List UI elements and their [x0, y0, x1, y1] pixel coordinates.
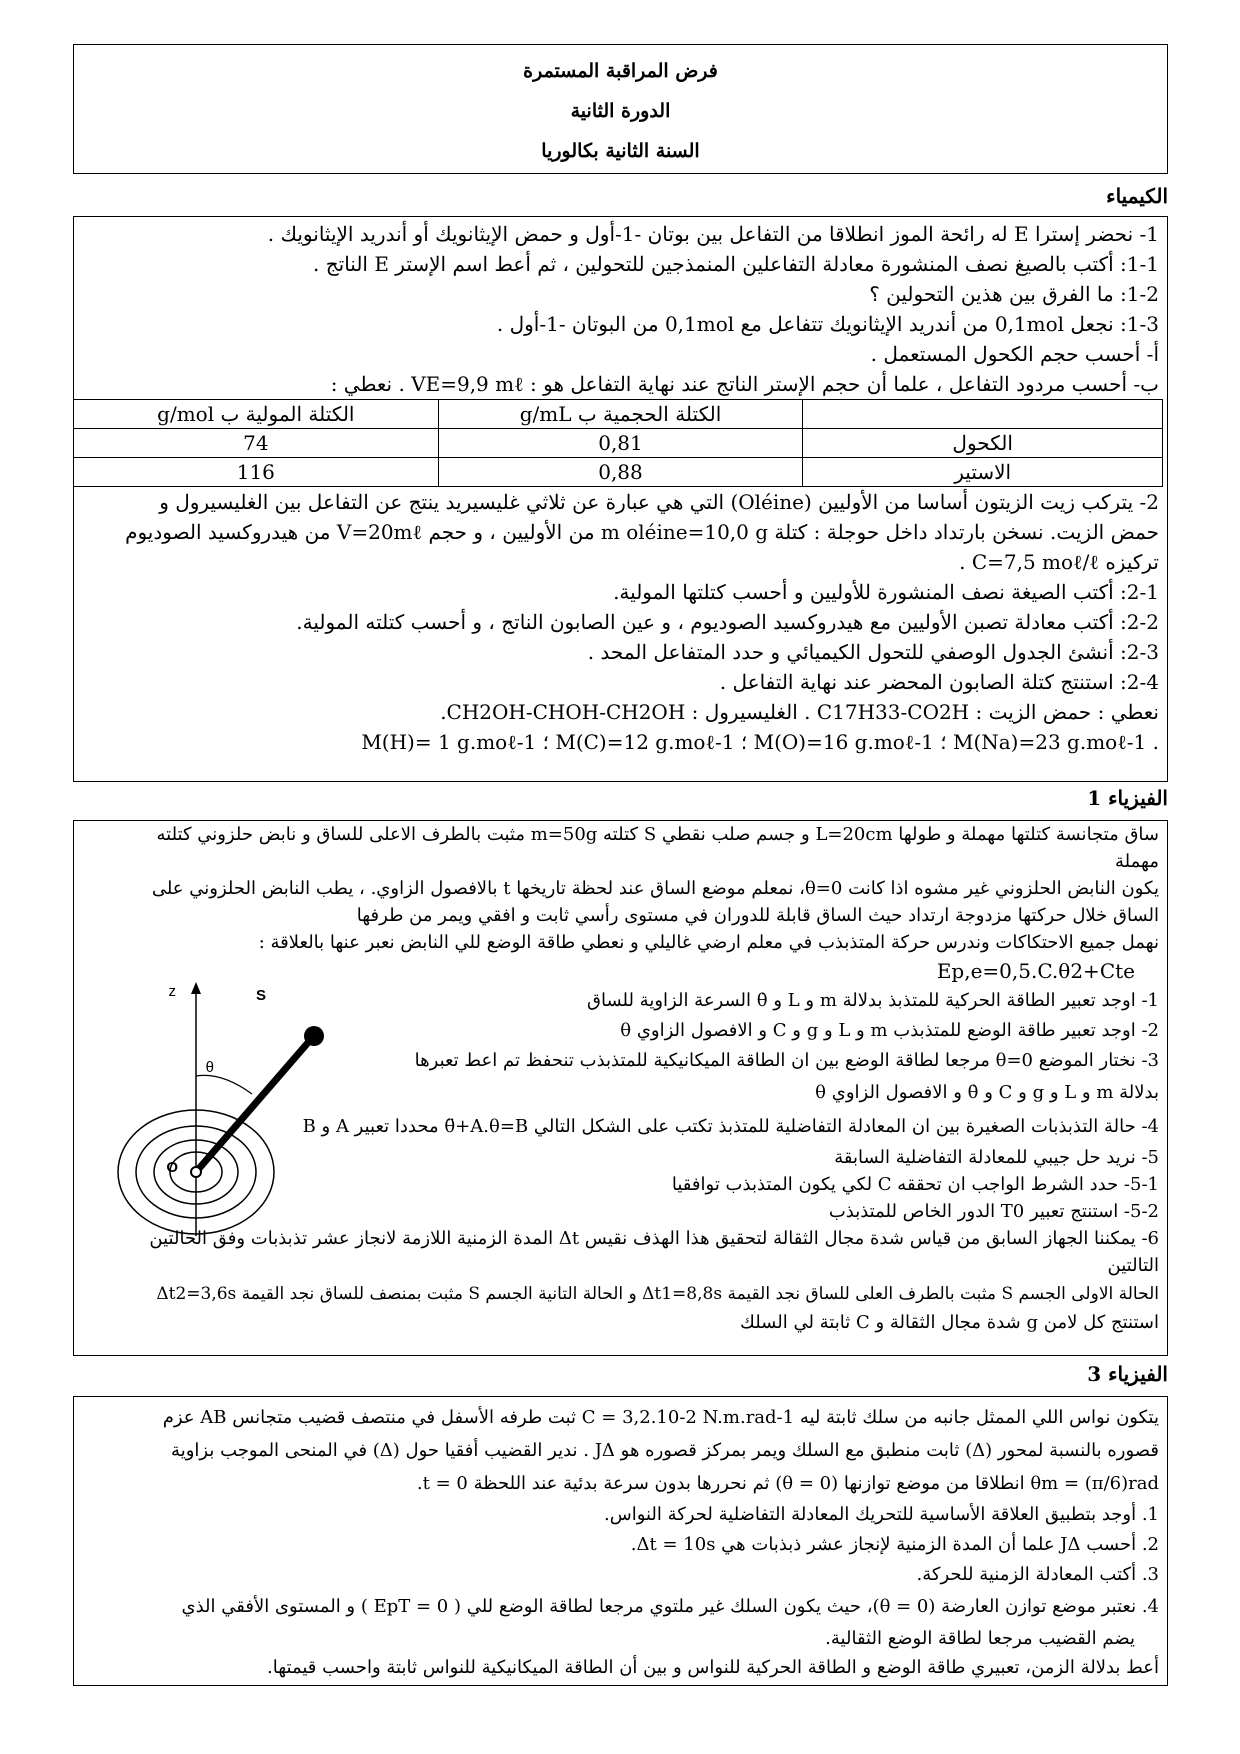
- chem-line-5: أ- أحسب حجم الكحول المستعمل .: [870, 342, 1159, 366]
- phys1-line-6: Ep,e=0,5.C.θ2+Cte: [936, 959, 1135, 983]
- phys3-line-8: يضم القضيب مرجعا لطاقة الوضع الثقالية.: [825, 1628, 1135, 1649]
- phys3-line-9: أعط بدلالة الزمن، تعبيري طاقة الوضع و الطاقة الحركية للنواس و بين أن الطاقة الميكانيكية للنواس ثابتة واحسب قيمتها.: [267, 1657, 1159, 1678]
- phys1-line-10: بدلالة m و L و g و C و θ̇ و الافصول الزاوي θ: [815, 1082, 1159, 1103]
- phys1-line-15: 6- يمكننا الجهاز السابق من قياس شدة مجال الثقالة لتحقيق هذا الهذف نقيس Δt المدة الزمنية اللازمة لانجاز عشر تذبذبات وفق الحالتين: [149, 1228, 1159, 1249]
- chem2-line-5: 2-2: أكتب معادلة تصبن الأوليين مع هيدروكسيد الصوديوم ، و عين الصابون الناتج ، و أحسب كتلته المولية.: [296, 610, 1159, 634]
- phys3-line-1: يتكون نواس اللي الممثل جانبه من سلك ثابتة ليه C = 3,2.10-2 N.m.rad-1 ثبت طرفه الأسفل في منتصف قضيب متجانس AB عزم: [162, 1407, 1159, 1428]
- phys3-line-5: 2. أحسب JΔ علما أن المدة الزمنية لإنجاز عشر ذبذبات هي Δt = 10s.: [630, 1534, 1159, 1555]
- phys1-line-4: الساق خلال حركتها مزدوجة ارتداد حيث الساق قابلة للدوران في مستوى رأسي ثابت و افقي ويمر من طرفها: [356, 905, 1159, 926]
- phys3-line-7: 4. نعتبر موضع توازن العارضة (θ = 0)، حيث يكون السلك غير ملتوي مرجعا لطاقة الوضع للي ( EpT = 0 ) و المستوى الأفقي الذي: [181, 1596, 1159, 1617]
- o-label: O: [166, 1159, 178, 1176]
- phys1-line-7: 1- اوجد تعبير الطاقة الحركية للمتذبذ بدلالة m و L و θ̇ السرعة الزاوية للساق: [587, 990, 1159, 1011]
- z-axis-arrow: [191, 982, 201, 994]
- phys1-line-9: 3- نختار الموضع θ=0 مرجعا لطاقة الوضع بين ان الطاقة الميكانيكية للمتذبذب تنحفظ تم اعط تعبرها: [414, 1050, 1159, 1071]
- table-header-cell: [803, 400, 1163, 429]
- table-cell: 0,88: [438, 458, 803, 487]
- phys1-line-14: 5-2- استنتج تعبير T0 الدور الخاص للمتذبذب: [828, 1201, 1159, 1222]
- phys1-line-1: ساق متجانسة كتلتها مهملة و طولها L=20cm و جسم صلب نقطي S كتلته m=50g مثبت بالطرف الاعلى للساق و نابض حلزوني كتلته: [156, 824, 1159, 845]
- table-cell: الاستير: [803, 458, 1163, 487]
- phys1-line-17: الحالة الاولى الجسم S مثبت بالطرف العلى للساق نجد القيمة Δt1=8,8s و الحالة التانية الجسم S مثبت بمنصف للساق نجد القيمة Δt2=3,6s: [156, 1284, 1159, 1304]
- chem-line-6: ب- أحسب مردود التفاعل ، علما أن حجم الإستر الناتج عند نهاية التفاعل هو : VE=9,9 mℓ . نعطي :: [330, 372, 1159, 396]
- header-line-2: الدورة الثانية: [570, 100, 671, 122]
- data-table: [73, 399, 1163, 487]
- phys1-line-8: 2- اوجد تعبير طاقة الوضع للمتذبذب m و L و g و C و الافصول الزاوي θ: [620, 1020, 1159, 1041]
- chem2-line-8: نعطي : حمض الزيت : C17H33-CO2H . الغليسيرول : CH2OH-CHOH-CH2OH.: [440, 700, 1159, 724]
- phys1-line-5: نهمل جميع الاحتكاكات وندرس حركة المتذبذب في معلم ارضي غاليلي و نعطي طاقة الوضع للي النابض نعبر عنها بالعلاقة :: [258, 932, 1159, 953]
- phys1-line-13: 5-1- حدد الشرط الواجب ان تحققه C لكي يكون المتذبذب توافقيا: [671, 1174, 1159, 1195]
- physics3-title: الفيزياء 3: [1087, 1362, 1168, 1386]
- chem2-line-3: تركيزه C=7,5 moℓ/ℓ .: [959, 550, 1159, 574]
- phys1-line-11: 4- حالة التذبذبات الصغيرة بين ان المعادلة التفاضلية للمتذبذ تكتب على الشكل التالي θ̈+A.θ=B محددا تعبير A و B: [302, 1116, 1159, 1137]
- phys3-line-3: θm = (π/6)rad انطلاقا من موضع توازنها (θ = 0) ثم نحررها بدون سرعة بدئية عند اللحظة t = 0.: [416, 1473, 1159, 1494]
- header-line-1: فرض المراقبة المستمرة: [523, 60, 718, 82]
- phys1-line-12: 5- نريد حل جيبي للمعادلة التفاضلية السابقة: [834, 1147, 1159, 1168]
- chem-line-1: 1- نحضر إسترا E له رائحة الموز انطلاقا من التفاعل بين بوتان -1-أول و حمض الإيثانويك أو أندريد الإيثانويك .: [267, 222, 1159, 246]
- table-header-cell: الكتلة المولية ب g/mol: [74, 400, 439, 429]
- chem-line-4: 1-3: نجعل 0,1mol من أندريد الإيثانويك تتفاعل مع 0,1mol من البوتان -1-أول .: [496, 312, 1159, 336]
- chem-line-3: 1-2: ما الفرق بين هذين التحولين ؟: [869, 282, 1159, 306]
- chem2-line-7: 2-4: استنتج كتلة الصابون المحضر عند نهاية التفاعل .: [719, 670, 1159, 694]
- mass-s: [304, 1026, 324, 1046]
- chemistry-box: [73, 216, 1168, 782]
- chem2-line-2: حمض الزيت. نسخن بارتداد داخل حوجلة : كتلة m oléine=10,0 g من الأوليين ، و حجم V=20mℓ من هيدروكسيد الصوديوم: [125, 520, 1159, 544]
- table-cell: 0,81: [438, 429, 803, 458]
- phys3-line-6: 3. أكتب المعادلة الزمنية للحركة.: [916, 1564, 1159, 1585]
- header-line-3: السنة الثانية بكالوريا: [541, 140, 700, 162]
- phys3-line-4: 1. أوجد بتطبيق العلاقة الأساسية للتحريك المعادلة التفاضلية لحركة النواس.: [604, 1504, 1159, 1525]
- physics1-box: [73, 820, 1168, 1356]
- phys1-line-18: استنتج كل لامن g شدة مجال الثقالة و C ثابتة لي السلك: [740, 1312, 1159, 1333]
- theta-arc: [196, 1075, 252, 1094]
- chem-line-2: 1-1: أكتب بالصيغ نصف المنشورة معادلة التفاعلين المنمذجين للتحولين ، ثم أعط اسم الإستر E الناتج .: [313, 252, 1159, 276]
- physics1-title: الفيزياء 1: [1087, 786, 1168, 810]
- theta-label: θ: [205, 1059, 214, 1076]
- table-header-cell: الكتلة الحجمية ب g/mL: [438, 400, 803, 429]
- chem2-line-1: 2- يتركب زيت الزيتون أساسا من الأوليين (Oléine) التي هي عبارة عن ثلاثي غليسيريد ينتج عن التفاعل بين الغليسيرول و: [159, 490, 1159, 514]
- spiral-spring-figure: [104, 976, 414, 1246]
- table-cell: 74: [74, 429, 439, 458]
- chem2-line-4: 2-1: أكتب الصيغة نصف المنشورة للأوليين و أحسب كتلتها المولية.: [613, 580, 1159, 604]
- phys1-line-16: التالتين: [1107, 1255, 1159, 1276]
- chem2-line-6: 2-3: أنشئ الجدول الوصفي للتحول الكيميائي و حدد المتفاعل المحد .: [587, 640, 1159, 664]
- physics3-box: [73, 1396, 1168, 1686]
- header-box: [73, 44, 1168, 174]
- s-label: S: [255, 987, 266, 1004]
- chem2-line-9: . M(Na)=23 g.moℓ-1 ؛ M(O)=16 g.moℓ-1 ؛ M(C)=12 g.moℓ-1 ؛ M(H)= 1 g.moℓ-1: [361, 730, 1159, 754]
- table-row: [74, 458, 1163, 487]
- phys1-line-2: مهملة: [1115, 851, 1159, 872]
- table-header-row: [74, 400, 1163, 429]
- phys3-line-2: قصوره بالنسبة لمحور (Δ) ثابت منطبق مع السلك ويمر بمركز قصوره هو JΔ . ندير القضيب أفقيا حول (Δ) في المنحى الموجب بزاوية: [171, 1440, 1159, 1461]
- chemistry-title: الكيمياء: [1106, 184, 1168, 208]
- pivot: [191, 1167, 201, 1177]
- z-label: z: [168, 983, 176, 1000]
- table-cell: 116: [74, 458, 439, 487]
- table-cell: الكحول: [803, 429, 1163, 458]
- table-row: [74, 429, 1163, 458]
- phys1-line-3: يكون النابض الحلزوني غير مشوه اذا كانت θ=0، نمعلم موضع الساق عند لحظة تاريخها t بالافصول الزاوي. ، يطب النابض الحلزوني على: [151, 878, 1159, 899]
